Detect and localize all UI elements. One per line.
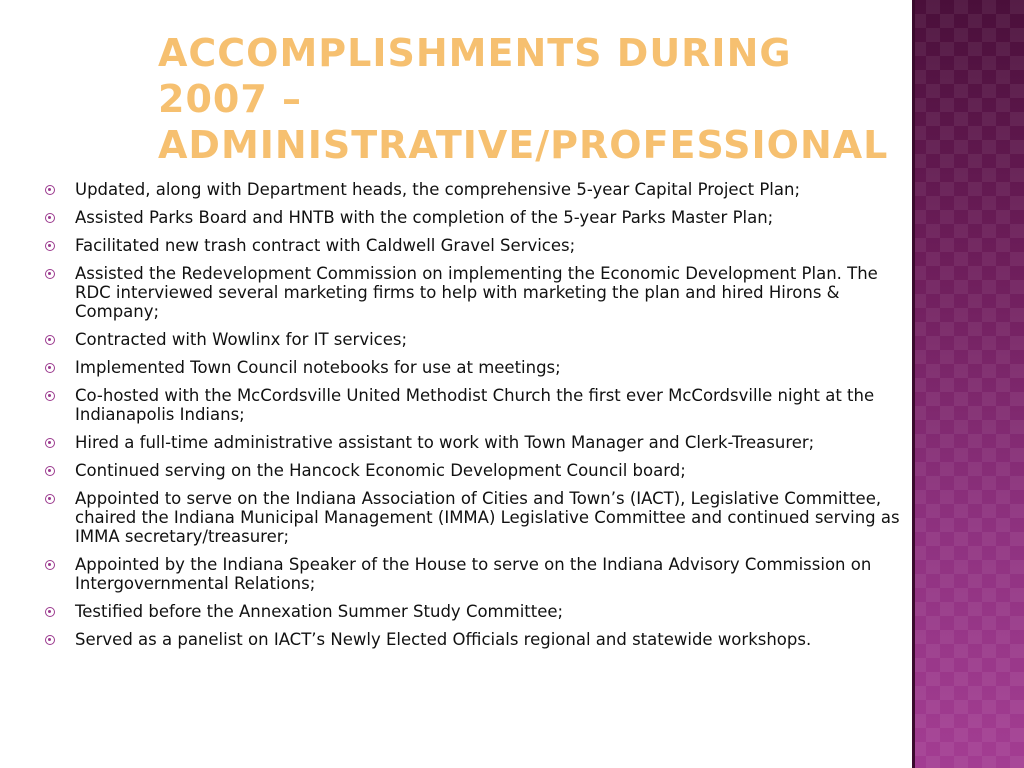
list-item (42, 433, 910, 452)
list-item (42, 236, 910, 255)
list-item (42, 461, 910, 480)
list-item-text: Continued serving on the Hancock Economic Development Council board; (75, 461, 686, 480)
list-item (42, 330, 910, 349)
slide-title (158, 30, 898, 168)
list-item-text: Implemented Town Council notebooks for use at meetings; (75, 358, 561, 377)
circle-dot-icon (45, 335, 55, 345)
slide-title-line-2: ADMINISTRATIVE/PROFESSIONAL (158, 123, 889, 167)
list-item (42, 386, 910, 424)
circle-dot-icon (45, 269, 55, 279)
list-item-text: Hired a full-time administrative assistant to work with Town Manager and Clerk-Treasurer; (75, 433, 815, 452)
list-item-text: Updated, along with Department heads, the comprehensive 5-year Capital Project Plan; (75, 180, 801, 199)
circle-dot-icon (45, 438, 55, 448)
circle-dot-icon (45, 185, 55, 195)
circle-dot-icon (45, 391, 55, 401)
list-item-text: Contracted with Wowlinx for IT services; (75, 330, 408, 349)
circle-dot-icon (45, 560, 55, 570)
circle-dot-icon (45, 494, 55, 504)
list-item-text: Assisted Parks Board and HNTB with the completion of the 5-year Parks Master Plan; (75, 208, 774, 227)
list-item-text: Testified before the Annexation Summer Study Committee; (75, 602, 564, 621)
circle-dot-icon (45, 363, 55, 373)
circle-dot-icon (45, 213, 55, 223)
list-item-text: Facilitated new trash contract with Caldwell Gravel Services; (75, 236, 576, 255)
circle-dot-icon (45, 635, 55, 645)
list-item (42, 602, 910, 621)
list-item-text: Co-hosted with the McCordsville United Methodist Church the first ever McCordsville night at the Indianapolis Indians; (75, 386, 875, 424)
circle-dot-icon (45, 241, 55, 251)
list-item-text: Assisted the Redevelopment Commission on implementing the Economic Development Plan. The RDC interviewed several marketing firms to help with marketing the plan and hired Hirons & Company; (75, 264, 878, 321)
list-item-text: Served as a panelist on IACT’s Newly Elected Officials regional and statewide workshops. (75, 630, 812, 649)
list-item (42, 180, 910, 199)
list-item (42, 264, 910, 321)
list-item-text: Appointed by the Indiana Speaker of the House to serve on the Indiana Advisory Commission on Intergovernmental Relations; (75, 555, 872, 593)
side-panel-edge (912, 0, 915, 768)
list-item (42, 358, 910, 377)
slide-title-line-1: ACCOMPLISHMENTS DURING 2007 – (158, 31, 792, 121)
list-item (42, 489, 910, 546)
list-item (42, 555, 910, 593)
list-item (42, 630, 910, 649)
bullet-list (42, 180, 910, 658)
circle-dot-icon (45, 466, 55, 476)
list-item-text: Appointed to serve on the Indiana Association of Cities and Town’s (IACT), Legislative Committee, chaired the Indiana Municipal Management (IMMA) Legislative Committee and continued serving as IMMA secretary/treasurer; (75, 489, 900, 546)
decorative-side-panel (912, 0, 1024, 768)
circle-dot-icon (45, 607, 55, 617)
list-item (42, 208, 910, 227)
diamond-pattern (912, 0, 1024, 768)
